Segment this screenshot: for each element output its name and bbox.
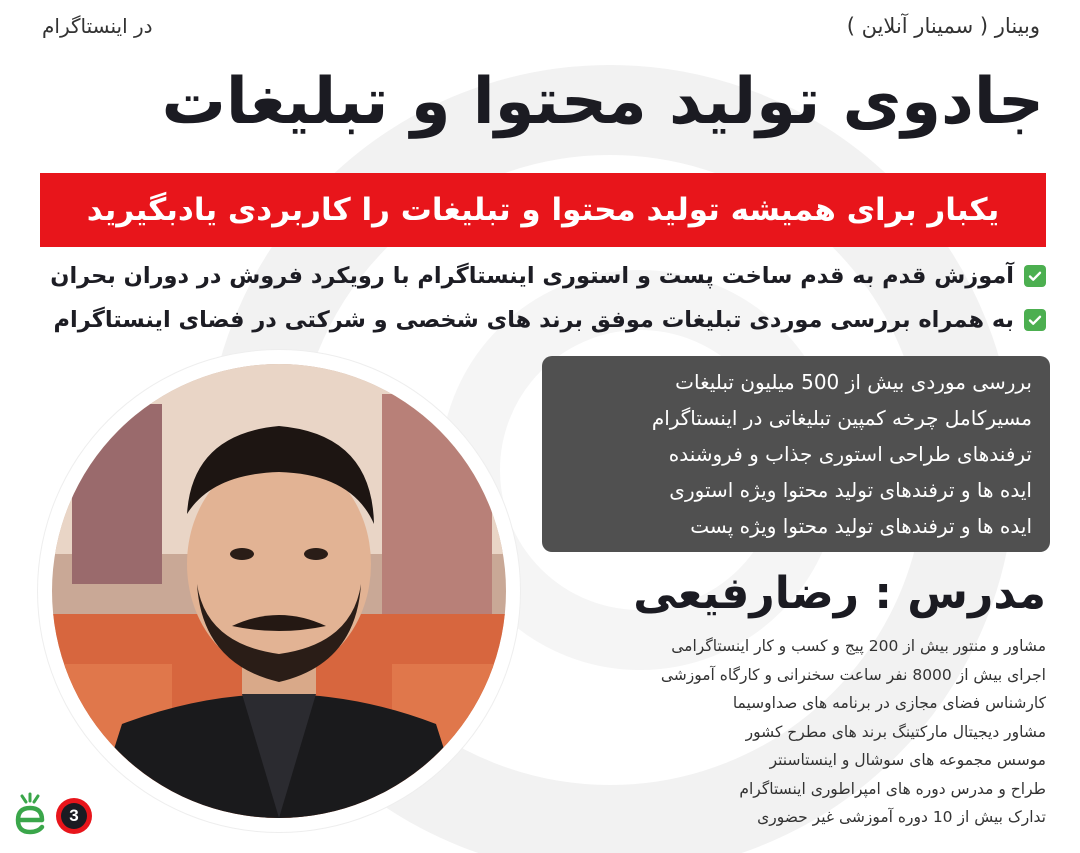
- check-icon: [1024, 309, 1046, 331]
- topics-box: [542, 356, 1050, 552]
- credential-item: موسس مجموعه های سوشال و اینستاسنتر: [769, 751, 1046, 769]
- topic-item: مسیرکامل چرخه کمپین تبلیغاتی در اینستاگرام: [651, 406, 1032, 430]
- topic-item: بررسی موردی بیش از 500 میلیون تبلیغات: [675, 370, 1032, 394]
- subtitle-instagram: در اینستاگرام: [42, 14, 153, 38]
- number-badge-logo: [56, 798, 92, 834]
- e-logo-icon: [10, 792, 50, 836]
- credential-item: طراح و مدرس دوره های امپراطوری اینستاگرام: [739, 779, 1046, 798]
- subtitle-webinar: وبینار ( سمینار آنلاین ): [846, 14, 1040, 38]
- bullet-item: [40, 256, 1046, 296]
- bullet-text: آموزش قدم به قدم ساخت پست و استوری اینستاگرام با رویکرد فروش در دوران بحران: [50, 263, 1014, 289]
- topic-item: ترفندهای طراحی استوری جذاب و فروشنده: [668, 442, 1032, 466]
- credential-item: تدارک بیش از 10 دوره آموزشی غیر حضوری: [757, 808, 1046, 826]
- red-banner: [40, 173, 1046, 247]
- topic-item: ایده ها و ترفندهای تولید محتوا ویژه پست: [690, 514, 1032, 538]
- credential-item: کارشناس فضای مجازی در برنامه های صداوسیما: [732, 694, 1046, 712]
- teacher-name: مدرس : رضارفیعی: [633, 568, 1046, 619]
- bullet-text: به همراه بررسی موردی تبلیغات موفق برند های شخصی و شرکتی در فضای اینستاگرام: [53, 307, 1014, 333]
- credential-item: مشاور دیجیتال مارکتینگ برند های مطرح کشور: [745, 722, 1046, 741]
- check-icon: [1024, 265, 1046, 287]
- topic-item: ایده ها و ترفندهای تولید محتوا ویژه استوری: [669, 478, 1032, 502]
- bullet-item: [40, 300, 1046, 340]
- credential-item: اجرای بیش از 8000 نفر ساعت سخنرانی و کارگاه آموزشی: [660, 665, 1046, 684]
- badge-number: 3: [61, 803, 87, 829]
- credentials-list: [560, 632, 1046, 832]
- teacher-photo: [52, 364, 506, 818]
- page-title: جادوی تولید محتوا و تبلیغات: [161, 65, 1044, 139]
- credential-item: مشاور و منتور بیش از 200 پیج و کسب و کار اینستاگرامی: [671, 637, 1046, 655]
- banner-text: یکبار برای همیشه تولید محتوا و تبلیغات را کاربردی یادبگیرید: [86, 192, 1000, 228]
